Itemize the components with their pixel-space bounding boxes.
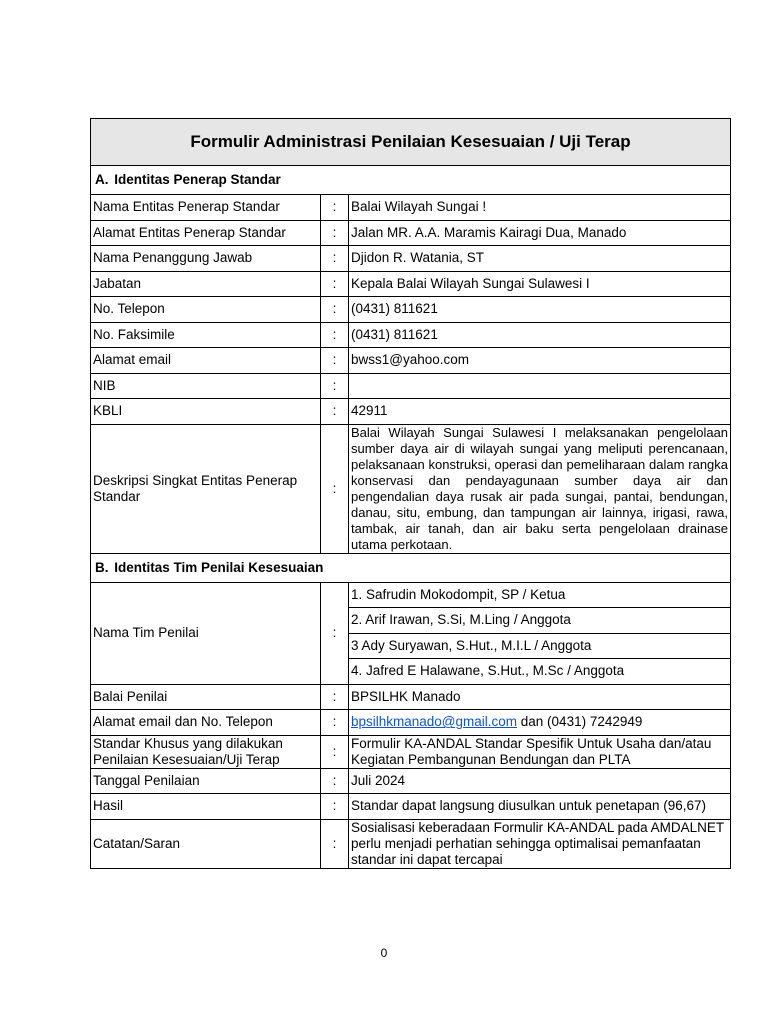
row-team-member	[91, 582, 731, 608]
field-label: Hasil	[91, 794, 321, 820]
result-value: Standar dapat langsung diusulkan untuk penetapan (96,67)	[349, 794, 731, 820]
field-label: Tanggal Penilaian	[91, 768, 321, 794]
row-result	[91, 794, 731, 820]
field-label: Catatan/Saran	[91, 819, 321, 868]
field-label: Alamat email	[91, 348, 321, 374]
form-title: Formulir Administrasi Penilaian Kesesuaian / Uji Terap	[91, 119, 731, 166]
field-value: Jalan MR. A.A. Maramis Kairagi Dua, Manado	[349, 220, 731, 246]
colon: :	[321, 195, 349, 221]
colon: :	[321, 582, 349, 684]
colon: :	[321, 220, 349, 246]
row-email	[91, 348, 731, 374]
row-person-in-charge	[91, 246, 731, 272]
field-value: 42911	[349, 399, 731, 425]
colon: :	[321, 768, 349, 794]
notes-value: Sosialisasi keberadaan Formulir KA-ANDAL pada AMDALNET perlu menjadi perhatian sehingga optimalisai pemanfaatan standar ini dapat tercapai	[349, 819, 731, 868]
row-position	[91, 271, 731, 297]
field-label: KBLI	[91, 399, 321, 425]
colon: :	[321, 373, 349, 399]
team-member-2: 2. Arif Irawan, S.Si, M.Ling / Anggota	[349, 608, 731, 634]
standard-value: Formulir KA-ANDAL Standar Spesifik Untuk Usaha dan/atau Kegiatan Pembangunan Bendungan dan PLTA	[349, 735, 731, 768]
field-label	[91, 735, 321, 768]
section-a-header	[91, 166, 731, 195]
colon: :	[321, 399, 349, 425]
description-label-line2: Standar	[93, 488, 141, 504]
field-value: Balai Wilayah Sungai !	[349, 195, 731, 221]
colon: :	[321, 819, 349, 868]
row-fax	[91, 322, 731, 348]
team-member-3: 3 Ady Suryawan, S.Hut., M.I.L / Anggota	[349, 633, 731, 659]
field-value: bwss1@yahoo.com	[349, 348, 731, 374]
row-standard	[91, 735, 731, 768]
standard-label-line1: Standar Khusus yang dilakukan	[93, 735, 283, 751]
date-value: Juli 2024	[349, 768, 731, 794]
colon: :	[321, 684, 349, 710]
colon: :	[321, 297, 349, 323]
field-value	[349, 373, 731, 399]
colon: :	[321, 424, 349, 553]
colon: :	[321, 794, 349, 820]
field-label: Alamat Entitas Penerap Standar	[91, 220, 321, 246]
row-entity-address	[91, 220, 731, 246]
field-label: Alamat email dan No. Telepon	[91, 710, 321, 736]
field-value: Kepala Balai Wilayah Sungai Sulawesi I	[349, 271, 731, 297]
contact-phone: dan (0431) 7242949	[517, 714, 643, 730]
section-b-title	[91, 553, 731, 582]
row-assessor-contact	[91, 710, 731, 736]
team-member-1: 1. Safrudin Mokodompit, SP / Ketua	[349, 582, 731, 608]
colon: :	[321, 710, 349, 736]
field-label: No. Telepon	[91, 297, 321, 323]
email-link[interactable]: bpsilhkmanado@gmail.com	[351, 714, 518, 730]
section-b-letter: B.	[95, 559, 109, 575]
row-assessor-office	[91, 684, 731, 710]
field-value: BPSILHK Manado	[349, 684, 731, 710]
field-value: Djidon R. Watania, ST	[349, 246, 731, 272]
row-assessment-date	[91, 768, 731, 794]
colon: :	[321, 271, 349, 297]
row-phone	[91, 297, 731, 323]
field-value: (0431) 811621	[349, 322, 731, 348]
section-a-title	[91, 166, 731, 195]
field-label	[91, 424, 321, 553]
team-label: Nama Tim Penilai	[91, 582, 321, 684]
colon: :	[321, 348, 349, 374]
field-label: Nama Penanggung Jawab	[91, 246, 321, 272]
colon: :	[321, 735, 349, 768]
form-title-row	[91, 119, 731, 166]
field-label: Balai Penilai	[91, 684, 321, 710]
colon: :	[321, 246, 349, 272]
row-entity-name	[91, 195, 731, 221]
standard-label-line2: Penilaian Kesesuaian/Uji Terap	[93, 751, 280, 767]
row-description	[91, 424, 731, 553]
field-label: No. Faksimile	[91, 322, 321, 348]
description-label-line1: Deskripsi Singkat Entitas Penerap	[93, 472, 298, 488]
section-a-letter: A.	[95, 172, 109, 187]
section-b-header	[91, 553, 731, 582]
field-label: Jabatan	[91, 271, 321, 297]
assessment-form-table	[90, 118, 731, 869]
section-b-label: Identitas Tim Penilai Kesesuaian	[114, 559, 324, 575]
row-kbli	[91, 399, 731, 425]
row-nib	[91, 373, 731, 399]
section-a-label: Identitas Penerap Standar	[114, 172, 281, 187]
page-number: 0	[380, 946, 388, 960]
colon: :	[321, 322, 349, 348]
field-label: Nama Entitas Penerap Standar	[91, 195, 321, 221]
field-label: NIB	[91, 373, 321, 399]
team-member-4: 4. Jafred E Halawane, S.Hut., M.Sc / Anggota	[349, 659, 731, 685]
row-notes	[91, 819, 731, 868]
field-value: (0431) 811621	[349, 297, 731, 323]
field-value	[349, 710, 731, 736]
description-value: Balai Wilayah Sungai Sulawesi I melaksanakan pengelolaan sumber daya air di wilayah sungai yang meliputi perencanaan, pelaksanaan konstruksi, operasi dan pemeliharaan dalam rangka konservasi dan pendayagunaan sumber daya air dan pengendalian daya rusak air pada sungai, pantai, bendungan, danau, situ, embung, dan tampungan air lainnya, irigasi, rawa, tambak, air tanah, dan air baku serta pengelolaan drainase utama perkotaan.	[349, 424, 731, 553]
